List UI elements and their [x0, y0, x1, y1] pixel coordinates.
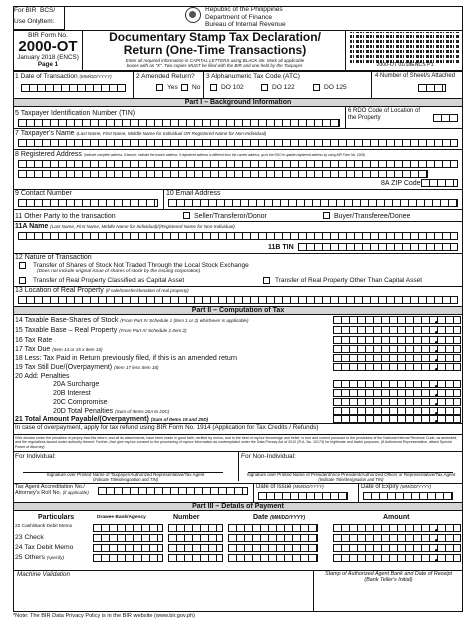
computation-label: 20 Add: Penalties: [15, 373, 70, 380]
drawee-bank-input[interactable]: [93, 554, 163, 562]
decimal-point: [435, 359, 438, 362]
computation-row: [13, 354, 463, 363]
tin-input[interactable]: [18, 119, 340, 127]
payment-row: [13, 533, 463, 543]
atc-do102-checkbox[interactable]: [210, 84, 217, 91]
payment-label: 23 Check: [15, 534, 44, 541]
transfer-other-asset-label: Transfer of Real Property Other Than Capital Asset: [275, 277, 423, 284]
nonindividual-signature-caption: Signature over Printed Name of President/Vice President/Authorized Officer or Representative/Tax Agent: [246, 472, 456, 477]
part-2-title: Part II – Computation of Tax: [13, 306, 463, 315]
computation-label: 15 Taxable Base – Real Property (From Part IV Schedule 2 Item 2): [15, 327, 187, 334]
amount-input[interactable]: [333, 326, 461, 334]
instructions: [85, 58, 345, 68]
date-of-expiry-label: Date of Expiry (MM/DD/YYYY): [361, 484, 432, 490]
payment-row: [13, 543, 463, 553]
computation-row: [13, 389, 463, 398]
for-nonindividual-label: For Non-Individual:: [241, 453, 296, 460]
taxpayer-name-input[interactable]: [18, 139, 458, 147]
for-bir-label: For BIR: [14, 7, 37, 14]
seller-label: Seller/Transferor/Donor: [194, 213, 267, 220]
field-12-label: 12 Nature of Transaction: [15, 254, 92, 261]
accreditation-number-input[interactable]: [98, 487, 248, 495]
form-no-label: BIR Form No.: [28, 32, 68, 39]
check-number-input[interactable]: [168, 534, 223, 542]
other-party-name-input[interactable]: [18, 232, 458, 240]
overpayment-note: In case of overpayment, apply for tax refund using BIR Form No. 1914 (Application for Tax Credits / Refunds): [15, 424, 319, 431]
decimal-point: [435, 403, 438, 406]
payment-amount-input[interactable]: [333, 544, 461, 552]
item-label: Item:: [40, 18, 55, 25]
yes-label: Yes: [167, 84, 178, 91]
individual-signature-caption: Signature over Printed Name of Taxpayer/Authorized Representative/Tax Agent: [46, 472, 205, 477]
amount-input[interactable]: [333, 389, 461, 397]
contact-number-input[interactable]: [18, 199, 158, 207]
computation-label: 17 Tax Due (Item 14 or 15 x Item 16): [15, 346, 103, 353]
buyer-checkbox[interactable]: [323, 212, 330, 219]
barcode-icon: [350, 32, 460, 63]
barcode-caption: 2000-OT 01/18ENCS P1: [376, 62, 434, 68]
title-line-2: Return (One-Time Transactions): [123, 43, 307, 57]
decimal-point: [435, 331, 438, 334]
transfer-shares-checkbox[interactable]: [19, 262, 26, 269]
field-4-label: 4 Number of Sheet/s Attached: [375, 73, 456, 79]
date-of-expiry-input[interactable]: [363, 492, 453, 500]
form-number: 2000-OT: [18, 38, 78, 55]
computation-row: [13, 380, 463, 389]
validation-row: [13, 570, 463, 612]
form-date: January 2018 (ENCS): [17, 54, 79, 61]
field-10-label: 10 Email Address: [166, 190, 221, 197]
computation-label: 16 Tax Rate: [15, 337, 53, 344]
part-3-title: Part III – Details of Payment: [13, 502, 463, 511]
amended-no-checkbox[interactable]: [181, 84, 188, 91]
field-2-label: 2 Amended Return?: [136, 73, 195, 80]
no-label: No: [192, 84, 201, 91]
stamp-line: (Bank Teller's Initial): [364, 576, 413, 583]
part-1-title: Part I – Background Information: [13, 98, 463, 107]
agency-block: [205, 6, 286, 29]
col-number: Number: [173, 514, 200, 521]
field-6-label: 6 RDO Code of Location of the Property: [348, 108, 421, 121]
agency-line: Department of Finance: [205, 13, 273, 21]
atc-do122-checkbox[interactable]: [261, 84, 268, 91]
decimal-point: [435, 321, 438, 324]
seller-checkbox[interactable]: [183, 212, 190, 219]
drawee-bank-input[interactable]: [93, 544, 163, 552]
zip-code-input[interactable]: [421, 179, 458, 187]
amount-input[interactable]: [333, 380, 461, 388]
individual-signature-hint: (Indicate Title/designation and TIN): [92, 477, 159, 482]
bcs-label: BCS/: [40, 7, 56, 14]
for-individual-label: For Individual:: [15, 453, 56, 460]
field-8-label: 8 Registered Address (Indicate complete address. If branch, indicate the branch address. If registered address is different from the current address, go to the RDO to update registered address by using BIR Form No. 1905): [15, 151, 366, 158]
field-11a-label: 11A Name (Last Name, First Name, Middle Name for Individual)/(Registered Name for Non-Individual): [15, 223, 235, 230]
accreditation-label: [15, 484, 89, 496]
registered-address-input-2[interactable]: [18, 170, 428, 178]
decimal-point: [435, 385, 438, 388]
barcode-block: [345, 30, 463, 70]
property-location-input[interactable]: [18, 296, 458, 304]
decimal-point: [435, 559, 438, 562]
atc-option: DO 102: [221, 84, 244, 91]
accreditation-line: Tax Agent Accreditation No./: [15, 484, 85, 490]
computation-label: 18 Less: Tax Paid in Return previously filed, if this is an amended return: [15, 355, 238, 362]
field-11b-label: 11B TIN: [268, 244, 294, 251]
amount-input[interactable]: [333, 336, 461, 344]
field-8a-label: 8A ZIP Code: [381, 180, 421, 187]
title-line-1: Documentary Stamp Tax Declaration/: [109, 30, 321, 44]
bir-form-2000-ot: [13, 6, 463, 618]
registered-address-input-1[interactable]: [18, 160, 458, 168]
decimal-point: [435, 549, 438, 552]
payment-label: 24 Tax Debit Memo: [15, 544, 74, 551]
date-of-transaction-input[interactable]: [21, 84, 126, 92]
date-of-issue-label: Date of Issue (MM/DD/YYYY): [256, 484, 324, 490]
computation-row: [13, 363, 463, 372]
accreditation-line: Attorney's Roll No. (if applicable): [15, 490, 89, 496]
declaration-text: I/We declare under the penalties of perjury that this return, and all its attachments, have been made in good faith, verified by me/us, and to the best of my/our knowledge and belief, is true and correct pursuant to the provisions of the National Internal Revenue Code, as amended, and the regulations issued under authority thereof. Further, I/we give my/our consent to the processing of my/our information as contemplated under the Data Privacy Act of 2012 (R.A. No. 10173) for legitimate and lawful purposes. (If Authorized Representative, attach Special Power of Attorney): [15, 436, 458, 449]
decimal-point: [435, 341, 438, 344]
amount-input[interactable]: [333, 345, 461, 353]
date-of-issue-input[interactable]: [258, 492, 348, 500]
bir-seal-icon: [185, 7, 201, 23]
drawee-bank-input[interactable]: [93, 524, 163, 532]
atc-option: DO 122: [272, 84, 295, 91]
field-5-label: 5 Taxpayer Identification Number (TIN): [15, 110, 136, 117]
computation-label: 19 Tax Still Due/(Overpayment) (Item 17 less Item 18): [15, 364, 159, 371]
amended-yes-checkbox[interactable]: [156, 84, 163, 91]
field-9-label: 9 Contact Number: [15, 190, 72, 197]
instruction-line: Enter all required information in CAPITAL LETTERS using BLACK ink. Mark all applicable: [125, 58, 305, 63]
computation-row: [13, 345, 463, 354]
field-7-label: 7 Taxpayer's Name (Last Name, First Name, Middle Name for Individual OR Registered Name for Non-Individual): [15, 130, 267, 137]
computation-label: 14 Taxable Base-Shares of Stock (From Part IV Schedule 1 (Item 1 or 2) whichever is applicable): [15, 317, 249, 324]
decimal-point: [435, 368, 438, 371]
col-drawee: Drawee Bank/Agency: [97, 515, 146, 520]
check-number-input[interactable]: [168, 554, 223, 562]
computation-label: 20D Total Penalties (Sum of Items 20A to 20C): [53, 408, 170, 415]
other-party-tin-input[interactable]: [298, 243, 458, 251]
payment-amount-input[interactable]: [333, 524, 461, 532]
check-number-input[interactable]: [168, 544, 223, 552]
atc-option: DO 125: [324, 84, 347, 91]
buyer-label: Buyer/Transferee/Donee: [334, 213, 411, 220]
computation-label: 20A Surcharge: [53, 381, 100, 388]
agency-line: Bureau of Internal Revenue: [205, 21, 286, 29]
amount-input[interactable]: [333, 363, 461, 371]
amount-input[interactable]: [333, 398, 461, 406]
transfer-capital-asset-checkbox[interactable]: [19, 277, 26, 284]
decimal-point: [435, 539, 438, 542]
payment-amount-input[interactable]: [333, 554, 461, 562]
col-date: Date (MM/DD/YYYY): [253, 514, 306, 521]
computation-row: [13, 336, 463, 345]
amount-input[interactable]: [333, 407, 461, 415]
footer-note: *Note: The BIR Data Privacy Policy is in the BIR website (www.bir.gov.ph): [13, 613, 195, 619]
payment-date-input[interactable]: [228, 524, 318, 532]
payment-date-input[interactable]: [228, 554, 318, 562]
field-11-label: 11 Other Party to the transaction: [15, 213, 116, 220]
payment-date-input[interactable]: [228, 534, 318, 542]
stamp-line: Stamp of Authorized Agent Bank and Date of Receipt: [325, 571, 452, 577]
col-particulars: Particulars: [38, 514, 75, 521]
computation-row: [13, 398, 463, 407]
transfer-other-asset-checkbox[interactable]: [263, 277, 270, 284]
decimal-point: [435, 394, 438, 397]
decimal-point: [435, 350, 438, 353]
field-1-label: 1 Date of Transaction (MM/DD/YYYY): [15, 73, 112, 80]
bir-use-only-box: [13, 6, 65, 30]
atc-do125-checkbox[interactable]: [313, 84, 320, 91]
email-input[interactable]: [168, 199, 458, 207]
computation-row: [13, 326, 463, 335]
payment-amount-input[interactable]: [333, 534, 461, 542]
amount-input[interactable]: [333, 354, 461, 362]
agency-line: Republic of the Philippines: [205, 6, 283, 13]
sheets-attached-input[interactable]: [418, 84, 446, 92]
payment-row: [13, 523, 463, 533]
nonindividual-signature-hint: (Indicate Title/designation and TIN): [318, 477, 384, 482]
col-amount: Amount: [383, 514, 410, 521]
computation-label: 20C Compromise: [53, 399, 108, 406]
amount-input[interactable]: [333, 316, 461, 324]
amount-input[interactable]: [333, 415, 461, 423]
transfer-capital-asset-label: Transfer of Real Property Classified as Capital Asset: [33, 277, 185, 284]
payment-label: 25 Others (specify): [15, 554, 65, 561]
top-fields-row: [13, 72, 463, 98]
check-number-input[interactable]: [168, 524, 223, 532]
form-title: [85, 31, 345, 57]
instruction-line: boxes with an "X". Two copies MUST be filed with the BIR and one held by the Taxpayer.: [126, 63, 304, 68]
form-number-block: [13, 30, 83, 70]
payment-date-input[interactable]: [228, 544, 318, 552]
computation-row: [13, 316, 463, 325]
decimal-point: [435, 529, 438, 532]
field-13-label: 13 Location of Real Property (if sale/transfer/donation of real property): [15, 287, 189, 294]
computation-label: 21 Total Amount Payable/(Overpayment) (Sum of Items 19 and 20D): [15, 416, 209, 423]
transfer-shares-hint: (Does not include original issue of shares of stock by the issuing corporation): [37, 269, 201, 274]
payment-label: 22 Cash/Bank Debit Memo: [15, 524, 73, 529]
computation-label: 20B Interest: [53, 390, 91, 397]
machine-validation-label: Machine Validation: [17, 571, 70, 578]
rdo-code-input[interactable]: [433, 114, 458, 122]
page-number: Page 1: [37, 61, 59, 68]
drawee-bank-input[interactable]: [93, 534, 163, 542]
stamp-label: [314, 572, 463, 584]
transfer-shares-label: Transfer of Shares of Stock Not Traded Through the Local Stock Exchange: [33, 262, 249, 269]
payment-row: [13, 553, 463, 563]
use-only-label: Use Only: [14, 18, 41, 25]
payment-header-row: [13, 513, 463, 522]
field-3-label: 3 Alphanumeric Tax Code (ATC): [206, 73, 300, 80]
